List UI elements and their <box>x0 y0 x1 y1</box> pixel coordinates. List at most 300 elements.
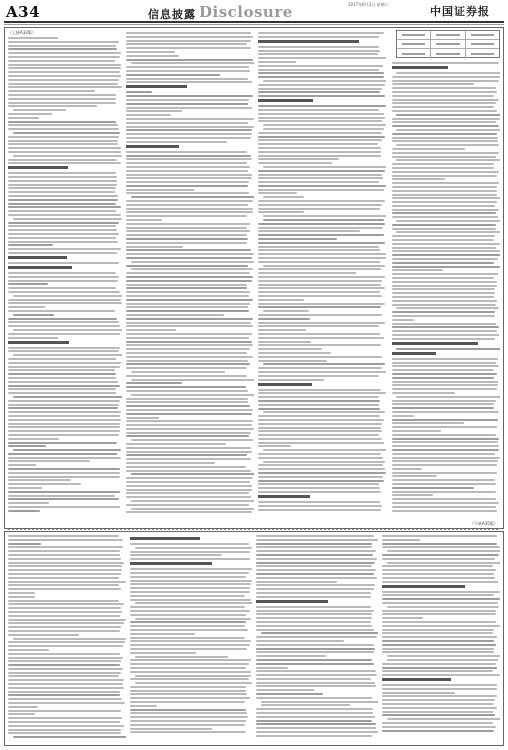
text-line <box>392 506 496 508</box>
text-line <box>130 705 157 707</box>
text-line <box>8 691 120 693</box>
text-line <box>126 55 179 57</box>
text-line <box>258 272 356 274</box>
text-line <box>258 120 382 122</box>
text-line <box>126 375 247 377</box>
text-line <box>258 113 384 115</box>
text-line <box>382 594 494 596</box>
text-line <box>8 660 121 662</box>
text-line <box>387 562 500 564</box>
text-line <box>392 510 497 512</box>
text-line <box>258 329 306 331</box>
text-line <box>382 569 496 571</box>
text-line <box>130 697 250 699</box>
text-line <box>8 725 124 727</box>
subheading-line <box>382 585 465 588</box>
text-line <box>8 306 45 308</box>
text-column-5 <box>8 535 126 741</box>
text-line <box>396 114 500 116</box>
text-line <box>392 186 497 188</box>
text-line <box>8 140 118 142</box>
text-line <box>8 491 120 493</box>
text-line <box>392 182 499 184</box>
subheading-line <box>126 145 179 148</box>
text-line <box>126 74 220 76</box>
text-line <box>126 386 246 388</box>
text-line <box>8 272 116 274</box>
text-line <box>8 721 120 723</box>
text-line <box>8 75 121 77</box>
text-line <box>392 163 494 165</box>
text-line <box>126 174 252 176</box>
text-line <box>387 606 500 608</box>
text-line <box>392 205 495 207</box>
text-line <box>256 670 376 672</box>
text-line <box>130 543 249 545</box>
text-line <box>258 291 380 293</box>
text-line <box>8 180 117 182</box>
text-line <box>8 94 116 96</box>
text-line <box>8 117 39 119</box>
text-line <box>130 583 251 585</box>
text-line <box>396 159 500 161</box>
text-line <box>8 713 35 715</box>
text-line <box>382 695 497 697</box>
text-line <box>130 572 249 574</box>
text-line <box>258 185 386 187</box>
text-line <box>8 464 36 466</box>
text-line <box>8 535 119 537</box>
text-line <box>126 155 251 157</box>
text-line <box>258 204 382 206</box>
text-line <box>8 358 116 360</box>
text-line <box>392 95 494 97</box>
text-line <box>256 539 378 541</box>
text-line <box>392 422 464 424</box>
text-line <box>8 362 121 364</box>
text-line <box>13 295 122 297</box>
text-line <box>392 415 414 417</box>
text-line <box>8 318 117 320</box>
text-line <box>8 121 116 123</box>
text-line <box>258 325 379 327</box>
text-line <box>392 106 494 108</box>
text-line <box>261 632 378 634</box>
text-line <box>258 69 379 71</box>
text-line <box>8 325 120 327</box>
text-line <box>258 170 385 172</box>
text-line <box>130 599 251 601</box>
text-line <box>258 438 382 440</box>
text-line <box>130 652 196 654</box>
text-line <box>258 375 379 377</box>
text-line <box>8 487 42 489</box>
text-column-4 <box>392 62 500 520</box>
text-line <box>258 32 384 34</box>
text-line <box>8 48 117 50</box>
text-line <box>392 487 474 489</box>
text-line <box>258 333 380 335</box>
text-line <box>256 727 376 729</box>
text-line <box>8 600 119 602</box>
text-line <box>126 360 248 362</box>
text-line <box>126 103 248 105</box>
text-line <box>135 656 228 658</box>
text-line <box>135 675 251 677</box>
text-line <box>126 390 248 392</box>
text-line <box>126 409 253 411</box>
text-line <box>392 323 496 325</box>
text-line <box>8 607 121 609</box>
text-line <box>130 701 245 703</box>
text-line <box>8 237 116 239</box>
text-line <box>392 254 500 256</box>
text-line <box>126 401 248 403</box>
text-line <box>130 614 246 616</box>
text-line <box>126 177 252 179</box>
text-line <box>8 373 116 375</box>
text-line <box>126 485 252 487</box>
text-line <box>8 124 118 126</box>
text-line <box>396 144 499 146</box>
text-line <box>130 606 245 608</box>
summary-table <box>396 30 500 58</box>
text-line <box>8 502 49 504</box>
text-line <box>8 554 120 556</box>
text-line <box>8 159 117 161</box>
text-line <box>126 435 249 437</box>
subheading-line <box>8 341 69 344</box>
text-line <box>126 253 254 255</box>
text-line <box>8 369 115 371</box>
text-line <box>8 151 121 153</box>
subheading-line <box>392 66 448 69</box>
text-line <box>258 211 304 213</box>
text-line <box>392 388 497 390</box>
text-line <box>387 718 500 720</box>
text-line <box>392 457 500 459</box>
text-line <box>382 692 455 694</box>
text-line <box>126 223 250 225</box>
text-line <box>392 445 499 447</box>
text-line <box>126 382 182 384</box>
page-number: A34 <box>6 3 41 21</box>
text-line <box>392 502 499 504</box>
text-line <box>8 664 120 666</box>
text-line <box>256 613 372 615</box>
text-line <box>256 716 375 718</box>
text-line <box>126 166 250 168</box>
text-line <box>126 470 251 472</box>
text-line <box>126 257 252 259</box>
continued-to-label: （下转A35版） <box>470 521 498 526</box>
text-line <box>392 491 496 493</box>
text-line <box>256 629 374 631</box>
text-line <box>126 287 247 289</box>
text-line <box>8 56 120 58</box>
text-line <box>8 657 123 659</box>
text-line <box>8 510 40 512</box>
text-line <box>126 133 252 135</box>
text-line <box>126 272 250 274</box>
text-line <box>258 299 304 301</box>
text-line <box>258 238 337 240</box>
text-line <box>8 276 119 278</box>
text-line <box>258 318 310 320</box>
text-line <box>382 546 500 548</box>
text-line <box>256 588 374 590</box>
text-line <box>258 189 384 191</box>
text-line <box>8 565 122 567</box>
text-line <box>126 458 251 460</box>
text-line <box>258 400 380 402</box>
text-line <box>8 45 116 47</box>
text-line <box>258 36 379 38</box>
text-line <box>258 415 380 417</box>
text-line <box>392 365 499 367</box>
text-line <box>8 641 125 643</box>
text-line <box>126 454 247 456</box>
text-line <box>392 156 496 158</box>
text-line <box>126 310 249 312</box>
text-line <box>126 126 254 128</box>
text-line <box>126 185 248 187</box>
text-line <box>392 472 497 474</box>
text-line <box>258 423 382 425</box>
text-line <box>263 449 386 451</box>
text-line <box>126 95 253 97</box>
text-line <box>392 250 500 252</box>
text-line <box>8 241 118 243</box>
text-line <box>256 674 377 676</box>
text-line <box>258 200 385 202</box>
text-column-7 <box>256 535 378 741</box>
text-line <box>258 208 380 210</box>
text-line <box>392 403 494 405</box>
text-line <box>8 668 123 670</box>
text-line <box>392 479 495 481</box>
text-line <box>8 588 121 590</box>
text-line <box>8 460 90 462</box>
text-line <box>256 667 288 669</box>
text-line <box>131 371 225 373</box>
text-line <box>126 284 247 286</box>
text-line <box>8 366 120 368</box>
text-line <box>8 619 126 621</box>
text-line <box>130 663 249 665</box>
text-line <box>8 252 117 254</box>
text-line <box>382 565 493 567</box>
subheading-line <box>256 600 328 603</box>
text-line <box>256 577 377 579</box>
text-line <box>256 644 374 646</box>
text-line <box>392 80 499 82</box>
text-line <box>392 190 497 192</box>
text-line <box>392 288 495 290</box>
text-line <box>126 110 182 112</box>
text-line <box>256 640 344 642</box>
text-line <box>8 423 120 425</box>
text-line <box>126 333 252 335</box>
text-line <box>256 689 314 691</box>
text-line <box>8 404 119 406</box>
text-line <box>392 167 494 169</box>
text-line <box>396 72 500 74</box>
text-line <box>8 687 124 689</box>
text-line <box>8 262 119 264</box>
text-line <box>392 392 455 394</box>
text-line <box>258 105 386 107</box>
text-line <box>13 155 122 157</box>
text-line <box>8 445 46 447</box>
text-line <box>8 468 120 470</box>
text-line <box>130 558 250 560</box>
text-column-3 <box>258 32 386 523</box>
text-line <box>392 296 494 298</box>
text-line <box>258 268 381 270</box>
text-line <box>126 299 253 301</box>
text-line <box>263 128 384 130</box>
text-line <box>382 722 493 724</box>
text-line <box>263 215 386 217</box>
text-line <box>126 242 247 244</box>
text-line <box>8 184 117 186</box>
text-line <box>392 137 498 139</box>
text-line <box>126 200 253 202</box>
text-line <box>258 192 297 194</box>
text-line <box>130 728 212 730</box>
text-line <box>392 281 497 283</box>
text-line <box>382 539 420 541</box>
text-line <box>8 702 125 704</box>
text-line <box>8 550 120 552</box>
text-line <box>8 577 119 579</box>
text-line <box>8 392 116 394</box>
text-line <box>392 326 499 328</box>
subheading-line <box>258 99 313 102</box>
text-line <box>8 407 118 409</box>
text-line <box>256 735 372 737</box>
text-line <box>258 53 378 55</box>
text-line <box>256 678 371 680</box>
text-line <box>392 434 496 436</box>
text-line <box>13 396 122 398</box>
text-line <box>256 610 374 612</box>
text-line <box>382 714 495 716</box>
text-line <box>8 419 121 421</box>
text-line <box>8 698 122 700</box>
text-line <box>126 43 247 45</box>
text-line <box>126 70 250 72</box>
text-line <box>126 417 159 419</box>
text-line <box>126 504 249 506</box>
text-line <box>258 434 379 436</box>
text-line <box>392 110 497 112</box>
text-line <box>130 709 246 711</box>
issue-date: 2017年6月3日 星期六 <box>348 2 389 7</box>
text-line <box>126 47 251 49</box>
text-line <box>126 352 247 354</box>
text-column-1 <box>8 37 122 523</box>
text-line <box>258 442 384 444</box>
text-line <box>382 663 496 665</box>
text-line <box>8 679 124 681</box>
text-line <box>8 476 120 478</box>
text-line <box>392 175 497 177</box>
text-line <box>126 151 247 153</box>
text-line <box>8 562 124 564</box>
text-line <box>392 338 495 340</box>
text-line <box>8 248 121 250</box>
text-line <box>392 152 499 154</box>
text-line <box>392 140 498 142</box>
text-line <box>8 337 58 339</box>
subheading-line <box>258 383 312 386</box>
text-line <box>8 472 120 474</box>
text-line <box>126 114 171 116</box>
text-line <box>8 71 120 73</box>
text-line <box>258 242 385 244</box>
text-line <box>261 704 350 706</box>
text-line <box>126 189 194 191</box>
text-line <box>382 726 496 728</box>
text-line <box>382 651 494 653</box>
text-line <box>258 371 386 373</box>
text-line <box>8 98 116 100</box>
text-line <box>130 554 222 556</box>
text-line <box>126 367 247 369</box>
text-line <box>8 622 124 624</box>
text-line <box>382 670 493 672</box>
text-line <box>258 276 385 278</box>
text-line <box>130 621 246 623</box>
text-line <box>256 659 372 661</box>
text-line <box>8 411 121 413</box>
text-line <box>258 352 331 354</box>
text-line <box>126 280 252 282</box>
text-line <box>126 91 152 93</box>
text-line <box>126 158 252 160</box>
text-line <box>130 568 252 570</box>
text-line <box>256 581 337 583</box>
text-line <box>126 492 249 494</box>
text-line <box>392 407 494 409</box>
text-line <box>8 128 119 130</box>
text-line <box>382 674 500 676</box>
text-line <box>392 449 499 451</box>
text-line <box>392 133 497 135</box>
text-line <box>392 475 437 477</box>
text-line <box>8 434 119 436</box>
text-line <box>392 247 496 249</box>
text-line <box>258 480 384 482</box>
text-line <box>392 178 445 180</box>
header-rule-thin <box>4 24 504 25</box>
text-line <box>126 405 250 407</box>
text-line <box>126 420 253 422</box>
text-line <box>256 682 375 684</box>
text-line <box>130 595 245 597</box>
text-line <box>8 136 119 138</box>
text-line <box>392 121 496 123</box>
text-line <box>8 732 121 734</box>
text-line <box>256 565 372 567</box>
text-line <box>263 265 385 267</box>
text-line <box>392 125 499 127</box>
text-line <box>126 489 252 491</box>
subheading-line <box>8 266 72 269</box>
text-line <box>126 234 247 236</box>
